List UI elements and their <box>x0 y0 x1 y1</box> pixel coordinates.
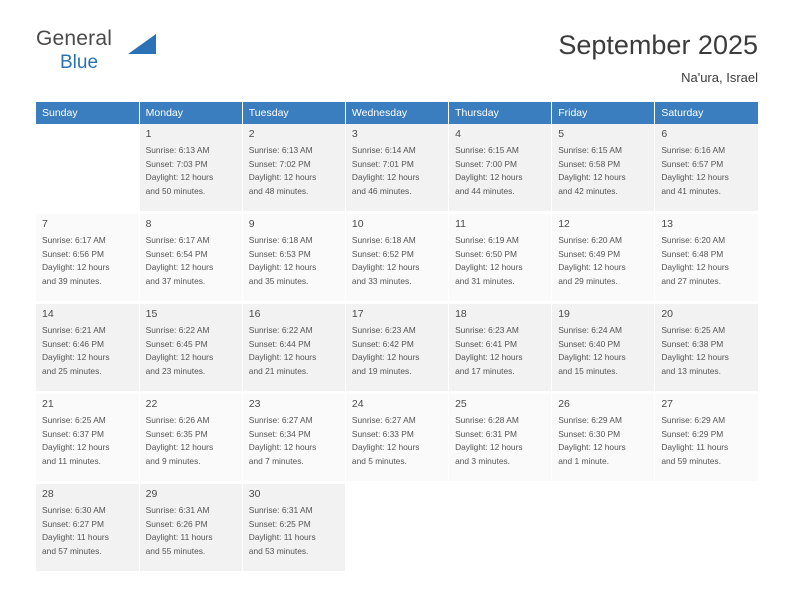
day-content-empty <box>449 484 551 571</box>
day-number: 30 <box>248 488 261 501</box>
day-number: 21 <box>42 398 54 411</box>
weekday-header-tuesday: Tuesday <box>242 102 345 124</box>
day-number: 10 <box>351 218 364 231</box>
day-daylight2-text: and 3 minutes. <box>455 455 510 466</box>
calendar-day-cell[interactable] <box>242 394 345 481</box>
day-content <box>449 124 551 211</box>
day-number: 5 <box>558 128 565 141</box>
calendar-day-cell <box>449 484 552 571</box>
day-sun-info <box>352 234 443 288</box>
day-sunset-text: Sunset: 6:33 PM <box>351 428 414 439</box>
calendar-day-cell[interactable] <box>345 394 448 481</box>
day-content <box>36 214 139 301</box>
day-daylight1-text: Daylight: 12 hours <box>558 442 626 453</box>
day-content <box>655 304 758 391</box>
day-daylight1-text: Daylight: 12 hours <box>145 442 214 453</box>
day-daylight2-text: and 21 minutes. <box>248 365 309 376</box>
day-sun-info <box>352 414 443 468</box>
day-sunset-text: Sunset: 6:45 PM <box>145 338 208 349</box>
day-number: 4 <box>455 128 461 141</box>
day-daylight2-text: and 19 minutes. <box>351 365 412 376</box>
day-number: 2 <box>248 128 255 141</box>
day-sun-info <box>558 234 649 288</box>
day-daylight1-text: Daylight: 12 hours <box>42 442 110 453</box>
day-sun-info <box>42 504 134 558</box>
day-sun-info <box>455 414 546 468</box>
day-content <box>243 304 345 391</box>
day-number: 23 <box>248 398 261 411</box>
day-daylight2-text: and 42 minutes. <box>558 185 618 196</box>
day-daylight2-text: and 25 minutes. <box>42 365 102 376</box>
weekday-header-friday: Friday <box>552 102 655 124</box>
day-sunrise-text: Sunrise: 6:17 AM <box>145 235 210 246</box>
day-daylight1-text: Daylight: 12 hours <box>558 172 626 183</box>
day-number: 25 <box>455 398 467 411</box>
day-sunrise-text: Sunrise: 6:29 AM <box>661 415 726 426</box>
day-number: 18 <box>455 308 467 321</box>
day-sun-info <box>455 234 546 288</box>
day-daylight1-text: Daylight: 12 hours <box>351 262 420 273</box>
day-sunrise-text: Sunrise: 6:27 AM <box>351 415 416 426</box>
day-sunset-text: Sunset: 6:25 PM <box>248 518 311 529</box>
day-daylight2-text: and 50 minutes. <box>145 185 206 196</box>
day-content <box>655 394 758 481</box>
day-daylight2-text: and 7 minutes. <box>248 455 304 466</box>
calendar-day-cell[interactable] <box>139 394 242 481</box>
day-daylight1-text: Daylight: 12 hours <box>661 172 729 183</box>
day-sunrise-text: Sunrise: 6:16 AM <box>661 145 726 156</box>
day-sunrise-text: Sunrise: 6:28 AM <box>455 415 519 426</box>
calendar-day-cell[interactable] <box>449 394 552 481</box>
calendar-day-cell[interactable] <box>36 304 139 391</box>
day-content <box>346 304 448 391</box>
day-daylight2-text: and 9 minutes. <box>145 455 201 466</box>
day-sunrise-text: Sunrise: 6:21 AM <box>42 325 106 336</box>
day-daylight1-text: Daylight: 11 hours <box>248 532 316 543</box>
day-sun-info <box>146 324 237 378</box>
day-sunrise-text: Sunrise: 6:17 AM <box>42 235 106 246</box>
day-daylight1-text: Daylight: 11 hours <box>145 532 213 543</box>
day-content-empty <box>552 484 654 571</box>
day-daylight2-text: and 33 minutes. <box>351 275 412 286</box>
day-daylight2-text: and 13 minutes. <box>661 365 721 376</box>
weekday-header-sunday: Sunday <box>36 102 139 124</box>
day-sunrise-text: Sunrise: 6:25 AM <box>42 415 106 426</box>
calendar-day-cell[interactable] <box>242 214 345 301</box>
day-daylight2-text: and 17 minutes. <box>455 365 515 376</box>
day-sunrise-text: Sunrise: 6:19 AM <box>455 235 519 246</box>
day-sunrise-text: Sunrise: 6:18 AM <box>248 235 313 246</box>
day-number: 29 <box>145 488 158 501</box>
day-daylight2-text: and 35 minutes. <box>248 275 309 286</box>
day-number: 1 <box>145 128 152 141</box>
day-number: 7 <box>42 218 48 231</box>
day-sun-info <box>661 324 753 378</box>
calendar-day-cell <box>552 484 655 571</box>
day-sun-info <box>249 414 340 468</box>
day-sun-info <box>352 144 443 198</box>
day-sunrise-text: Sunrise: 6:27 AM <box>248 415 313 426</box>
day-sunrise-text: Sunrise: 6:23 AM <box>351 325 416 336</box>
day-daylight2-text: and 55 minutes. <box>145 545 206 556</box>
day-daylight2-text: and 23 minutes. <box>145 365 206 376</box>
title-block <box>558 28 758 85</box>
day-sun-info <box>455 144 546 198</box>
day-sunset-text: Sunset: 6:57 PM <box>661 158 724 169</box>
day-number: 14 <box>42 308 54 321</box>
day-sunset-text: Sunset: 6:50 PM <box>455 248 517 259</box>
day-sun-info <box>249 504 340 558</box>
day-daylight1-text: Daylight: 12 hours <box>145 262 214 273</box>
day-number: 9 <box>248 218 255 231</box>
day-content <box>243 394 345 481</box>
day-number: 24 <box>351 398 364 411</box>
day-daylight2-text: and 39 minutes. <box>42 275 102 286</box>
calendar-day-cell[interactable] <box>655 394 758 481</box>
day-daylight1-text: Daylight: 12 hours <box>455 352 523 363</box>
day-daylight1-text: Daylight: 12 hours <box>455 172 523 183</box>
day-sun-info <box>249 144 340 198</box>
day-daylight1-text: Daylight: 12 hours <box>351 352 420 363</box>
day-daylight1-text: Daylight: 12 hours <box>42 352 110 363</box>
calendar-week-row <box>36 124 758 211</box>
day-sunset-text: Sunset: 7:03 PM <box>145 158 208 169</box>
calendar-day-cell[interactable] <box>552 394 655 481</box>
calendar-day-cell[interactable] <box>449 304 552 391</box>
day-daylight2-text: and 5 minutes. <box>351 455 407 466</box>
calendar-day-cell[interactable] <box>449 124 552 211</box>
calendar-day-cell[interactable] <box>36 484 139 571</box>
day-sun-info <box>42 324 134 378</box>
day-sunset-text: Sunset: 7:01 PM <box>351 158 414 169</box>
day-content <box>552 304 654 391</box>
calendar-day-cell[interactable] <box>655 214 758 301</box>
day-sunset-text: Sunset: 6:49 PM <box>558 248 621 259</box>
calendar-day-cell[interactable] <box>139 214 242 301</box>
day-content <box>243 214 345 301</box>
calendar-day-cell[interactable] <box>449 214 552 301</box>
day-number: 8 <box>145 218 152 231</box>
day-sunrise-text: Sunrise: 6:20 AM <box>661 235 726 246</box>
day-daylight1-text: Daylight: 12 hours <box>42 262 110 273</box>
day-number: 11 <box>455 218 466 231</box>
day-daylight1-text: Daylight: 12 hours <box>248 442 317 453</box>
day-content <box>36 304 139 391</box>
day-number: 3 <box>351 128 358 141</box>
day-sun-info <box>558 324 649 378</box>
calendar-day-cell[interactable] <box>242 304 345 391</box>
day-sun-info <box>455 324 546 378</box>
day-sun-info <box>558 144 649 198</box>
day-number: 16 <box>248 308 261 321</box>
day-daylight2-text: and 15 minutes. <box>558 365 618 376</box>
day-sun-info <box>661 414 753 468</box>
day-content <box>36 394 139 481</box>
calendar-day-cell <box>655 484 758 571</box>
day-content <box>655 124 758 211</box>
day-sun-info <box>661 144 753 198</box>
day-sunset-text: Sunset: 6:29 PM <box>661 428 724 439</box>
day-sunset-text: Sunset: 7:00 PM <box>455 158 517 169</box>
day-daylight1-text: Daylight: 12 hours <box>455 262 523 273</box>
day-content <box>243 124 345 211</box>
day-sun-info <box>249 234 340 288</box>
calendar-day-cell[interactable] <box>36 214 139 301</box>
day-content <box>140 304 242 391</box>
day-sunrise-text: Sunrise: 6:15 AM <box>455 145 519 156</box>
day-sunrise-text: Sunrise: 6:22 AM <box>248 325 313 336</box>
calendar-week-row <box>36 214 758 301</box>
calendar-week-row <box>36 394 758 481</box>
day-number: 27 <box>661 398 674 411</box>
day-sunset-text: Sunset: 6:38 PM <box>661 338 724 349</box>
day-number: 15 <box>145 308 158 321</box>
calendar-week-row <box>36 484 758 571</box>
day-sunrise-text: Sunrise: 6:14 AM <box>351 145 416 156</box>
day-daylight2-text: and 44 minutes. <box>455 185 515 196</box>
calendar-day-cell[interactable] <box>552 304 655 391</box>
day-daylight1-text: Daylight: 12 hours <box>248 172 317 183</box>
day-number: 17 <box>351 308 364 321</box>
day-number: 20 <box>661 308 674 321</box>
day-sunset-text: Sunset: 6:35 PM <box>145 428 208 439</box>
day-content-empty <box>36 124 139 211</box>
day-sunrise-text: Sunrise: 6:23 AM <box>455 325 519 336</box>
weekday-header-monday: Monday <box>139 102 242 124</box>
day-sunrise-text: Sunrise: 6:25 AM <box>661 325 726 336</box>
day-daylight2-text: and 1 minute. <box>558 455 609 466</box>
day-content <box>140 124 242 211</box>
day-daylight1-text: Daylight: 12 hours <box>351 442 420 453</box>
day-sunset-text: Sunset: 6:56 PM <box>42 248 104 259</box>
day-sunset-text: Sunset: 6:48 PM <box>661 248 724 259</box>
day-number: 22 <box>145 398 158 411</box>
day-number <box>661 488 753 501</box>
day-content <box>243 484 345 571</box>
weekday-header-wednesday: Wednesday <box>345 102 448 124</box>
day-number: 12 <box>558 218 570 231</box>
day-sunset-text: Sunset: 6:34 PM <box>248 428 311 439</box>
logo-text-blue: Blue <box>60 52 99 73</box>
day-daylight2-text: and 37 minutes. <box>145 275 206 286</box>
calendar-day-cell <box>345 484 448 571</box>
day-number: 19 <box>558 308 570 321</box>
day-sunrise-text: Sunrise: 6:31 AM <box>248 505 313 516</box>
day-daylight2-text: and 53 minutes. <box>248 545 309 556</box>
day-sun-info <box>146 414 237 468</box>
day-number <box>42 128 134 141</box>
day-daylight2-text: and 59 minutes. <box>661 455 721 466</box>
day-daylight1-text: Daylight: 12 hours <box>248 352 317 363</box>
day-daylight1-text: Daylight: 12 hours <box>145 172 214 183</box>
day-number: 13 <box>661 218 674 231</box>
day-sunrise-text: Sunrise: 6:13 AM <box>145 145 210 156</box>
calendar-day-cell[interactable] <box>242 124 345 211</box>
day-daylight1-text: Daylight: 12 hours <box>145 352 214 363</box>
day-content <box>346 124 448 211</box>
day-sunset-text: Sunset: 6:31 PM <box>455 428 517 439</box>
day-content <box>346 394 448 481</box>
day-content <box>552 214 654 301</box>
page-title: September 2025 <box>558 30 758 60</box>
day-sunrise-text: Sunrise: 6:18 AM <box>351 235 416 246</box>
day-content <box>140 394 242 481</box>
day-sunrise-text: Sunrise: 6:29 AM <box>558 415 622 426</box>
day-sunrise-text: Sunrise: 6:22 AM <box>145 325 210 336</box>
day-daylight2-text: and 27 minutes. <box>661 275 721 286</box>
day-daylight1-text: Daylight: 12 hours <box>455 442 523 453</box>
day-sun-info <box>146 234 237 288</box>
day-number <box>352 488 443 501</box>
day-sun-info <box>558 414 649 468</box>
calendar-day-cell <box>36 124 139 211</box>
day-sunrise-text: Sunrise: 6:26 AM <box>145 415 210 426</box>
day-daylight1-text: Daylight: 12 hours <box>661 352 729 363</box>
logo-text-general: General <box>36 27 113 50</box>
calendar-day-cell[interactable] <box>655 304 758 391</box>
day-sun-info <box>42 414 134 468</box>
day-sunset-text: Sunset: 6:58 PM <box>558 158 621 169</box>
page-header <box>0 0 792 85</box>
day-number: 28 <box>42 488 54 501</box>
day-daylight1-text: Daylight: 11 hours <box>42 532 109 543</box>
day-number <box>455 488 546 501</box>
day-sunset-text: Sunset: 6:52 PM <box>351 248 414 259</box>
day-daylight2-text: and 31 minutes. <box>455 275 515 286</box>
day-content <box>655 214 758 301</box>
day-sunset-text: Sunset: 6:41 PM <box>455 338 517 349</box>
day-sun-info <box>42 234 134 288</box>
calendar-day-cell[interactable] <box>552 214 655 301</box>
day-daylight2-text: and 48 minutes. <box>248 185 309 196</box>
day-content <box>140 484 242 571</box>
day-daylight1-text: Daylight: 12 hours <box>558 262 626 273</box>
day-daylight1-text: Daylight: 12 hours <box>558 352 626 363</box>
day-content <box>552 124 654 211</box>
location-subtitle: Na'ura, Israel <box>681 70 758 86</box>
calendar-day-cell[interactable] <box>139 124 242 211</box>
day-sun-info <box>146 144 237 198</box>
day-content <box>552 394 654 481</box>
day-sunset-text: Sunset: 6:40 PM <box>558 338 621 349</box>
day-sunrise-text: Sunrise: 6:30 AM <box>42 505 106 516</box>
day-sun-info <box>661 234 753 288</box>
day-content <box>140 214 242 301</box>
calendar-day-cell[interactable] <box>139 484 242 571</box>
calendar-day-cell[interactable] <box>345 124 448 211</box>
day-daylight2-text: and 11 minutes. <box>42 455 101 466</box>
day-sun-info <box>146 504 237 558</box>
day-sunset-text: Sunset: 6:53 PM <box>248 248 311 259</box>
weekday-header-row <box>36 102 758 124</box>
calendar-table <box>36 102 758 571</box>
day-content-empty <box>655 484 758 571</box>
calendar-day-cell[interactable] <box>36 394 139 481</box>
logo <box>36 28 166 78</box>
day-content <box>449 214 551 301</box>
day-sunset-text: Sunset: 6:27 PM <box>42 518 104 529</box>
day-sunrise-text: Sunrise: 6:15 AM <box>558 145 622 156</box>
weekday-header-thursday: Thursday <box>449 102 552 124</box>
day-sunrise-text: Sunrise: 6:31 AM <box>145 505 210 516</box>
calendar-day-cell[interactable] <box>345 304 448 391</box>
day-sun-info <box>249 324 340 378</box>
day-sun-info <box>352 324 443 378</box>
day-daylight1-text: Daylight: 12 hours <box>661 262 729 273</box>
day-sunset-text: Sunset: 6:37 PM <box>42 428 104 439</box>
day-number: 26 <box>558 398 570 411</box>
day-sunset-text: Sunset: 6:54 PM <box>145 248 208 259</box>
calendar-day-cell[interactable] <box>345 214 448 301</box>
day-sunrise-text: Sunrise: 6:24 AM <box>558 325 622 336</box>
logo-triangle-icon <box>128 34 156 54</box>
day-daylight1-text: Daylight: 12 hours <box>248 262 317 273</box>
day-number <box>558 488 649 501</box>
day-daylight2-text: and 57 minutes. <box>42 545 102 556</box>
day-daylight1-text: Daylight: 11 hours <box>661 442 729 453</box>
day-sunset-text: Sunset: 6:30 PM <box>558 428 621 439</box>
day-content <box>449 394 551 481</box>
day-sunrise-text: Sunrise: 6:20 AM <box>558 235 622 246</box>
day-content <box>36 484 139 571</box>
day-daylight2-text: and 46 minutes. <box>351 185 412 196</box>
day-sunset-text: Sunset: 6:26 PM <box>145 518 208 529</box>
day-sunrise-text: Sunrise: 6:13 AM <box>248 145 313 156</box>
calendar-day-cell[interactable] <box>139 304 242 391</box>
day-sunset-text: Sunset: 6:46 PM <box>42 338 104 349</box>
day-content-empty <box>346 484 448 571</box>
day-daylight1-text: Daylight: 12 hours <box>351 172 420 183</box>
day-daylight2-text: and 29 minutes. <box>558 275 618 286</box>
calendar-week-row <box>36 304 758 391</box>
calendar-day-cell[interactable] <box>242 484 345 571</box>
day-content <box>449 304 551 391</box>
weekday-header-saturday: Saturday <box>655 102 758 124</box>
day-number: 6 <box>661 128 668 141</box>
day-content <box>346 214 448 301</box>
calendar-day-cell[interactable] <box>552 124 655 211</box>
day-daylight2-text: and 41 minutes. <box>661 185 721 196</box>
day-sunset-text: Sunset: 6:42 PM <box>351 338 414 349</box>
day-sunset-text: Sunset: 7:02 PM <box>248 158 311 169</box>
calendar-day-cell[interactable] <box>655 124 758 211</box>
day-sunset-text: Sunset: 6:44 PM <box>248 338 311 349</box>
